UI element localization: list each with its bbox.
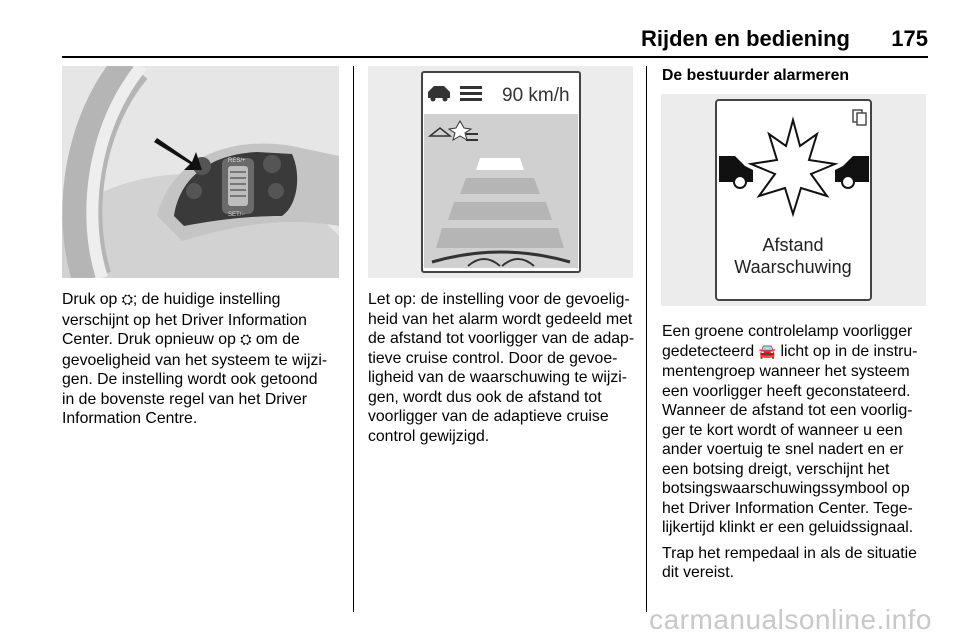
text-line: Een groene controlelamp voorligger <box>662 323 913 340</box>
text-line: in de bovenste regel van het Driver <box>62 390 307 408</box>
column-3-text <box>662 322 937 583</box>
text-line: ligheid van de waarschuwing te wijzi- <box>368 369 628 386</box>
text-line: ger te kort wordt of wanneer u een <box>662 421 903 439</box>
header-rule <box>62 56 928 58</box>
column-divider-1 <box>353 66 354 612</box>
text-line: gen. De instelling wordt ook getoond <box>62 371 318 388</box>
running-header-title: Rijden en bediening <box>640 26 850 51</box>
column-1-text <box>62 290 347 429</box>
text-line: het Driver Information Center. Tege- <box>662 499 913 517</box>
text-line: Information Centre. <box>62 410 198 427</box>
text-line: gen, wordt dus ook de afstand tot <box>368 388 602 406</box>
alert-line-2: Waarschuwing <box>734 257 852 277</box>
text-line: gevoeligheid van het systeem te wijzi- <box>62 351 328 369</box>
section-subheading: De bestuurder alarmeren <box>662 67 850 84</box>
text-line: botsingswaarschuwingssymbool op <box>662 480 910 497</box>
text-line: Wanneer de afstand tot een voorlig- <box>662 402 913 419</box>
text-line: voorligger van de adaptieve cruise <box>368 408 609 425</box>
speed-readout: 90 km/h <box>502 85 570 106</box>
text-line: Let op: de instelling voor de gevoelig- <box>368 291 630 308</box>
text-line: control gewijzigd. <box>368 427 490 445</box>
text-line: lijkertijd klinkt er een geluidssignaal. <box>662 519 914 536</box>
sensitivity-button-icon: ⛭ <box>121 292 133 308</box>
alert-line-1: Afstand <box>762 235 824 255</box>
gap-setting-icon <box>460 86 482 101</box>
steering-wheel-figure <box>62 66 339 278</box>
text-line: heid van het alarm wordt gedeeld met <box>368 310 633 328</box>
text-line: Druk op ⛭; de huidige instelling <box>62 291 281 308</box>
text-line: een botsing dreigt, verschijnt het <box>662 460 890 478</box>
text-line: de afstand tot voorligger van de adap- <box>368 330 635 347</box>
text-line: Trap het rempedaal in als de situatie <box>662 544 917 562</box>
set-label: SET/− <box>228 212 245 218</box>
text-line: verschijnt op het Driver Information <box>62 311 307 329</box>
text-line: een voorligger heeft geconstateerd. <box>662 382 911 400</box>
res-label: RES/+ <box>228 158 246 164</box>
text-line: Center. Druk opnieuw op ⛭ om de <box>62 331 300 348</box>
dic-display-figure <box>368 66 633 278</box>
text-line: gedetecteerd 🚘 licht op in de instru- <box>662 342 918 360</box>
distance-alert-figure <box>661 94 926 306</box>
text-line: dit vereist. <box>662 564 734 581</box>
text-line: ander voertuig te snel nadert en er <box>662 441 904 458</box>
page-number: 175 <box>891 26 928 51</box>
watermark: carmanualsonline.info <box>649 604 932 635</box>
text-line: tieve cruise control. Door de gevoe- <box>368 349 618 367</box>
column-2-text <box>368 290 640 446</box>
column-divider-2 <box>646 66 647 612</box>
text-line: mentengroep wanneer het systeem <box>662 363 910 380</box>
car-ahead-icon: 🚘 <box>758 343 777 360</box>
sensitivity-button-icon: ⛭ <box>240 332 252 348</box>
